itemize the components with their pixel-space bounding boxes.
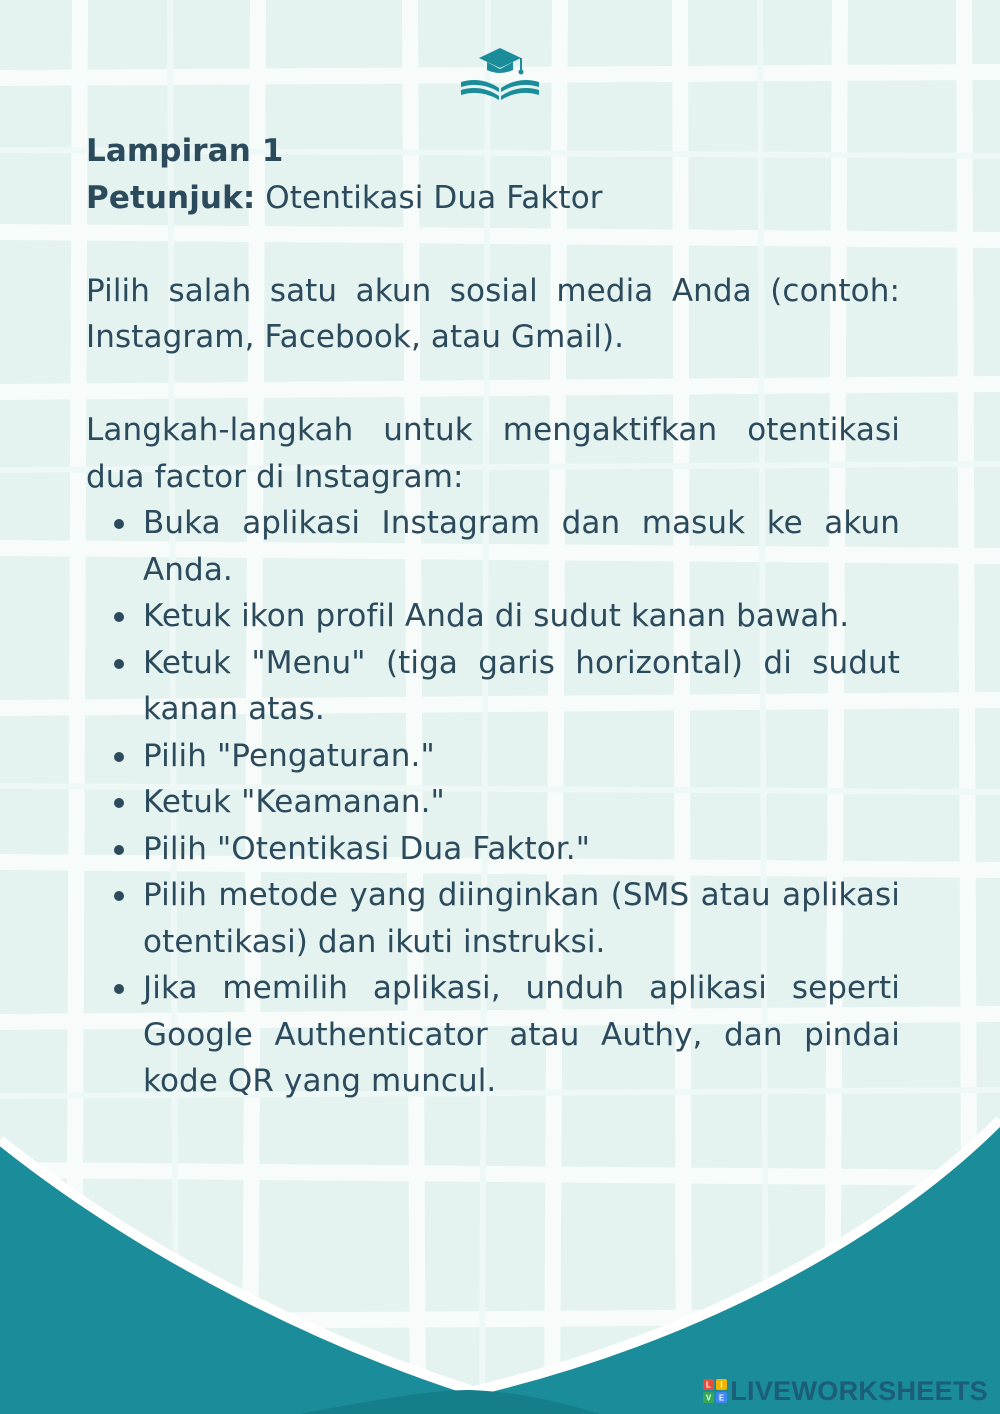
- list-item: Pilih metode yang diinginkan (SMS atau aplikasi otentikasi) dan ikuti instruksi.: [86, 872, 900, 965]
- list-item: Pilih "Pengaturan.": [86, 733, 900, 780]
- brand-name: LIVEWORKSHEETS: [730, 1376, 988, 1406]
- worksheet-content: [86, 128, 900, 1105]
- list-item: Ketuk "Keamanan.": [86, 779, 900, 826]
- instructions-label: Petunjuk:: [86, 179, 256, 216]
- svg-text:L: L: [706, 1380, 712, 1390]
- intro-paragraph: Pilih salah satu akun sosial media Anda (contoh: Instagram, Facebook, atau Gmail).: [86, 272, 900, 355]
- list-item: Jika memilih aplikasi, unduh aplikasi seperti Google Authenticator atau Authy, dan pindai kode QR yang muncul.: [86, 965, 900, 1105]
- steps-list: [86, 500, 900, 1105]
- liveworksheets-mark-icon: [703, 1379, 727, 1403]
- svg-text:I: I: [720, 1380, 723, 1390]
- list-item: Ketuk "Menu" (tiga garis horizontal) di sudut kanan atas.: [86, 640, 900, 733]
- steps-intro-paragraph: Langkah-langkah untuk mengaktifkan otentikasi dua factor di Instagram:: [86, 412, 900, 495]
- instructions-heading: [86, 175, 900, 222]
- graduation-cap-book-icon: [459, 46, 541, 102]
- svg-text:V: V: [706, 1393, 712, 1403]
- list-item: Ketuk ikon profil Anda di sudut kanan bawah.: [86, 593, 900, 640]
- page-title: Lampiran 1: [86, 133, 284, 169]
- list-item: Buka aplikasi Instagram dan masuk ke akun Anda.: [86, 500, 900, 593]
- svg-text:E: E: [719, 1393, 725, 1403]
- liveworksheets-logo[interactable]: [703, 1376, 988, 1406]
- instructions-topic: Otentikasi Dua Faktor: [255, 179, 603, 216]
- list-item: Pilih "Otentikasi Dua Faktor.": [86, 826, 900, 873]
